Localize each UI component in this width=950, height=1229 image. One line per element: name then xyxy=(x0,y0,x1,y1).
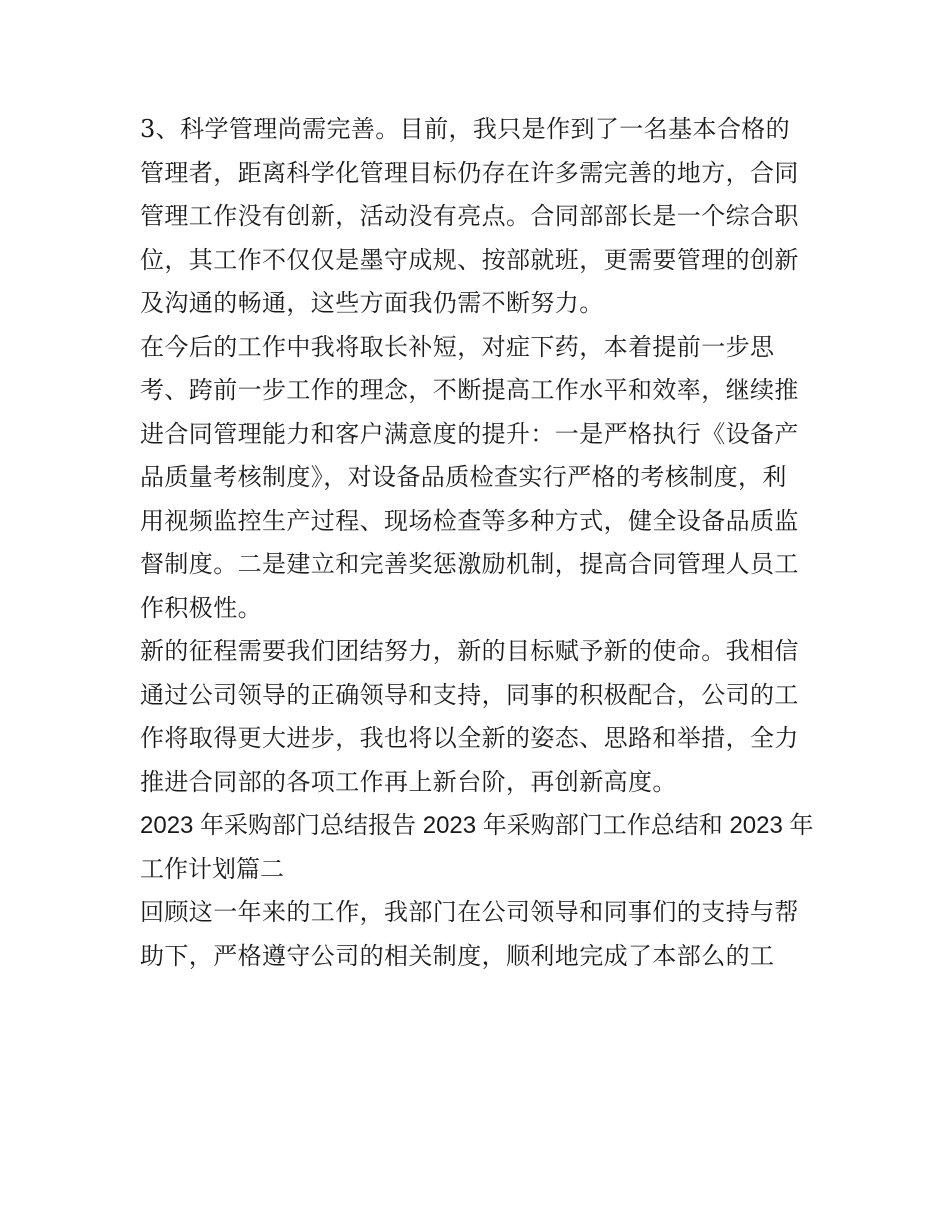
section-title: 2023 年采购部门总结报告 2023 年采购部门工作总结和 2023 年 工作计划篇二 xyxy=(140,812,814,883)
document-page xyxy=(140,108,820,978)
paragraph-review: 回顾这一年来的工作，我部门在公司领导和同事们的支持与帮 助下，严格遵守公司的相关制度，顺利地完成了本部么的工 xyxy=(140,898,799,970)
paragraph-new-journey: 新的征程需要我们团结努力，新的目标赋予新的使命。我相信 通过公司领导的正确领导和支持，同事的积极配合，公司的工 作将取得更大进步，我也将以全新的姿态、思路和举措，全力 推进合同部的各项工作再上新台阶，再创新高度。 xyxy=(140,637,799,796)
paragraph-management-improvement: 3、科学管理尚需完善。目前，我只是作到了一名基本合格的 管理者，距离科学化管理目标仍存在许多需完善的地方，合同 管理工作没有创新，活动没有亮点。合同部部长是一个综合职 位，其工作不仅仅是墨守成规、按部就班，更需要管理的创新 及沟通的畅通，这些方面我仍需不断努力。 xyxy=(140,115,799,317)
paragraph-future-work: 在今后的工作中我将取长补短，对症下药，本着提前一步思 考、跨前一步工作的理念，不断提高工作水平和效率，继续推 进合同管理能力和客户满意度的提升：一是严格执行《设备产 品质量考核制度》，对设备品质检查实行严格的考核制度，利 用视频监控生产过程、现场检查等多种方式，健全设备品质监 督制度。二是建立和完善奖惩激励机制，提高合同管理人员工 作积极性。 xyxy=(140,332,799,622)
